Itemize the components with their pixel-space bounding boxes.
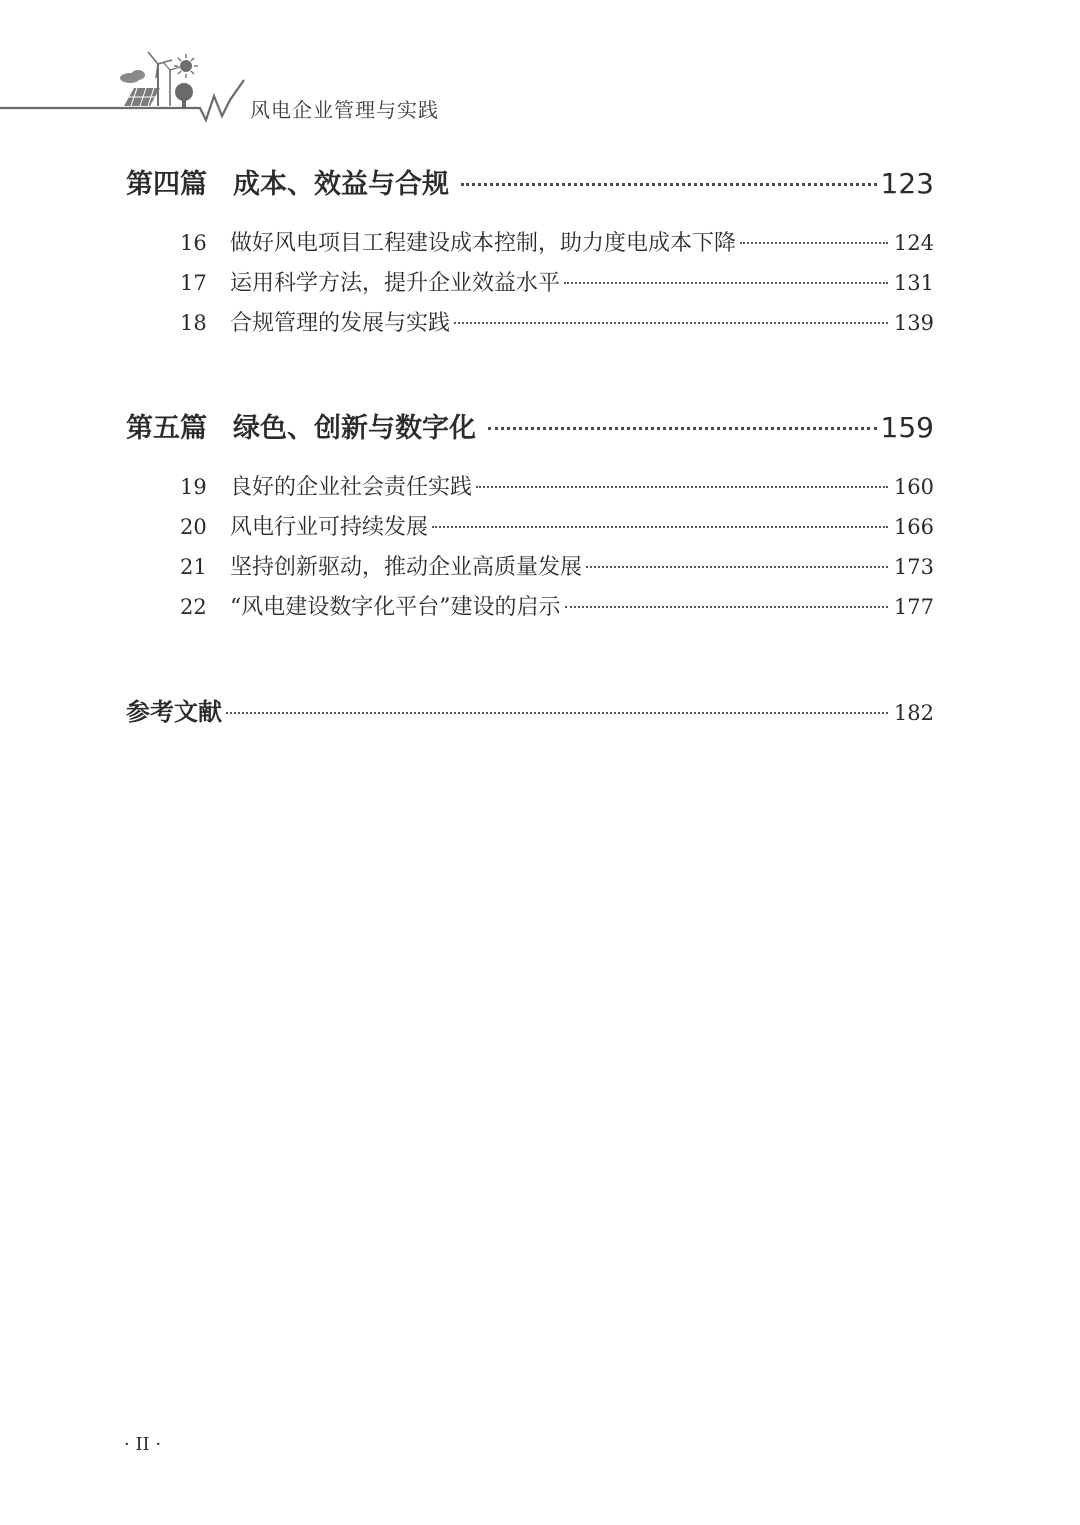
dot-leader [476, 486, 888, 488]
dot-leader [454, 322, 888, 324]
part-number: 第四篇 [126, 169, 207, 200]
toc-part-heading[interactable] [126, 406, 934, 445]
toc-references-entry[interactable] [126, 692, 934, 727]
book-title: 风电企业管理与实践 [250, 98, 439, 122]
chapter-title: “风电建设数字化平台”建设的启示 [230, 595, 561, 620]
dot-leader [461, 183, 877, 186]
chapter-number: 19 [180, 475, 207, 499]
toc-chapter-entry[interactable] [180, 470, 934, 501]
page-number: 131 [893, 271, 934, 295]
chapter-title: 做好风电项目工程建设成本控制，助力度电成本下降 [230, 231, 737, 256]
toc-chapter-entry[interactable] [180, 266, 934, 297]
dot-leader [565, 606, 888, 608]
dot-leader [226, 712, 888, 714]
chapter-number: 16 [180, 231, 207, 255]
part-title: 成本、效益与合规 [233, 169, 449, 200]
chapter-title: 合规管理的发展与实践 [230, 311, 451, 336]
page-number: 160 [893, 475, 934, 499]
toc-chapter-entry[interactable] [180, 226, 934, 257]
chapter-number: 20 [180, 515, 207, 539]
dot-leader [586, 566, 888, 568]
chapter-number: 18 [180, 311, 207, 335]
chapter-title: 风电行业可持续发展 [230, 515, 429, 540]
dot-leader [432, 526, 888, 528]
chapter-number: 22 [180, 595, 207, 619]
toc-chapter-entry[interactable] [180, 590, 934, 621]
chapter-number: 21 [180, 555, 207, 579]
toc-chapter-entry[interactable] [180, 510, 934, 541]
toc-chapter-entry[interactable] [180, 306, 934, 337]
toc-part-heading[interactable] [126, 162, 934, 201]
page-number: 177 [893, 595, 934, 619]
page-number: 166 [893, 515, 934, 539]
page-number: 124 [893, 231, 934, 255]
references-title: 参考文献 [126, 698, 222, 726]
page-number: 182 [893, 701, 934, 725]
page-number: 139 [893, 311, 934, 335]
page-number: 173 [893, 555, 934, 579]
dot-leader [740, 242, 888, 244]
chapter-number: 17 [180, 271, 207, 295]
page-number: 123 [880, 167, 934, 200]
page-folio: · II · [124, 1434, 162, 1455]
part-number: 第五篇 [126, 413, 207, 444]
chapter-title: 坚持创新驱动，推动企业高质量发展 [230, 555, 583, 580]
page-number: 159 [880, 411, 934, 444]
toc-chapter-entry[interactable] [180, 550, 934, 581]
chapter-title: 良好的企业社会责任实践 [230, 475, 473, 500]
dot-leader [488, 427, 877, 430]
dot-leader [564, 282, 888, 284]
chapter-title: 运用科学方法，提升企业效益水平 [230, 271, 561, 296]
part-title: 绿色、创新与数字化 [233, 413, 476, 444]
